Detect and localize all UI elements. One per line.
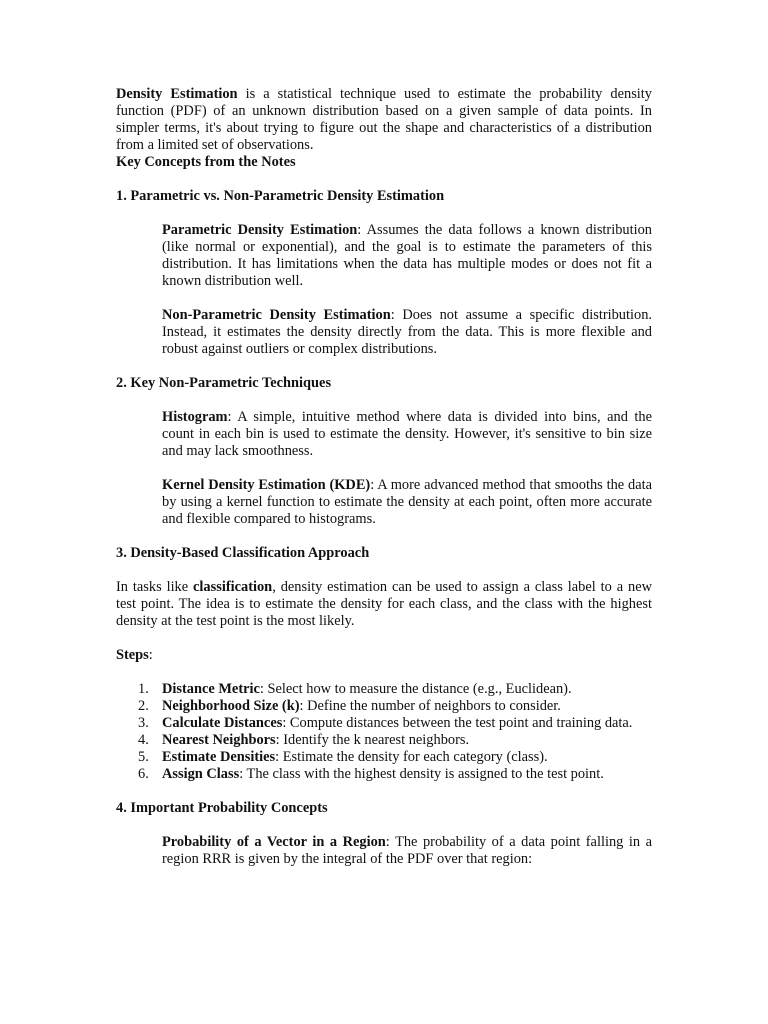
spacer — [116, 783, 652, 800]
intro-paragraph — [116, 86, 652, 154]
parametric-paragraph — [162, 222, 652, 290]
histogram-term: Histogram — [162, 409, 228, 425]
step-text: : The class with the highest density is assigned to the test point. — [239, 766, 604, 782]
document-body — [116, 86, 652, 868]
step-number: 6. — [138, 766, 149, 782]
kde-text: : A more advanced method that smooths the data by using a kernel function to estimate the density at each point, often more accurate and flexible compared to histograms. — [162, 477, 652, 527]
spacer — [116, 205, 652, 222]
list-item — [116, 766, 652, 783]
parametric-term: Parametric Density Estimation — [162, 222, 358, 238]
parametric-text: : Assumes the data follows a known distribution (like normal or exponential), and the goal is to estimate the parameters of this distribution. It has limitations when the data has multiple modes or does not fit a known distribution well. — [162, 222, 653, 289]
step-term: Neighborhood Size (k) — [162, 698, 300, 714]
spacer — [116, 664, 652, 681]
spacer — [116, 817, 652, 834]
step-term: Calculate Distances — [162, 715, 283, 731]
step-number: 4. — [138, 732, 149, 748]
kde-paragraph — [162, 477, 652, 528]
steps-label-text: Steps — [116, 647, 149, 663]
step-text: : Estimate the density for each category (class). — [275, 749, 548, 765]
non-parametric-text: : Does not assume a specific distribution. Instead, it estimates the density directly from the data. This is more flexible and robust against outliers or complex distributions. — [162, 307, 652, 357]
spacer — [116, 630, 652, 647]
step-text: : Define the number of neighbors to consider. — [299, 698, 561, 714]
step-text: : Compute distances between the test point and training data. — [282, 715, 633, 731]
step-number: 5. — [138, 749, 149, 765]
spacer — [116, 290, 652, 307]
non-parametric-paragraph — [162, 307, 652, 358]
steps-label — [116, 647, 652, 664]
spacer — [116, 562, 652, 579]
spacer — [116, 460, 652, 477]
step-term: Estimate Densities — [162, 749, 276, 765]
classification-text-after: , density estimation can be used to assign a class label to a new test point. The idea is to estimate the density for each class, and the class with the highest density at the test point is the most likely. — [116, 579, 652, 629]
section2-heading: 2. Key Non-Parametric Techniques — [116, 375, 332, 391]
list-item — [116, 749, 652, 766]
step-number: 1. — [138, 681, 149, 697]
section4-heading: 4. Important Probability Concepts — [116, 800, 328, 816]
histogram-text: : A simple, intuitive method where data is divided into bins, and the count in each bin is used to estimate the density. However, it's sensitive to bin size and may lack smoothness. — [162, 409, 652, 459]
spacer — [116, 528, 652, 545]
step-text: : Identify the k nearest neighbors. — [275, 732, 470, 748]
kde-term: Kernel Density Estimation (KDE) — [162, 477, 371, 493]
spacer — [116, 358, 652, 375]
intro-term: Density Estimation — [116, 86, 238, 102]
step-text: : Select how to measure the distance (e.g., Euclidean). — [259, 681, 572, 697]
list-item — [116, 698, 652, 715]
step-term: Assign Class — [162, 766, 240, 782]
list-item — [116, 732, 652, 749]
spacer — [116, 392, 652, 409]
list-item — [116, 715, 652, 732]
probability-text: : The probability of a data point falling in a region RRR is given by the integral of the PDF over that region: — [162, 834, 652, 867]
step-term: Distance Metric — [162, 681, 260, 697]
histogram-paragraph — [162, 409, 652, 460]
steps-label-colon: : — [148, 647, 153, 663]
classification-paragraph — [116, 579, 652, 630]
probability-paragraph — [162, 834, 652, 868]
steps-list — [116, 681, 652, 783]
list-item — [116, 681, 652, 698]
spacer — [116, 171, 652, 188]
section1-heading: 1. Parametric vs. Non-Parametric Density Estimation — [116, 188, 445, 204]
intro-text: is a statistical technique used to estimate the probability density function (PDF) of an unknown distribution based on a given sample of data points. In simpler terms, it's about trying to figure out the shape and characteristics of a distribution from a limited set of observations. — [116, 86, 652, 153]
key-concepts-heading: Key Concepts from the Notes — [116, 154, 296, 170]
non-parametric-term: Non-Parametric Density Estimation — [162, 307, 391, 323]
probability-term: Probability of a Vector in a Region — [162, 834, 386, 850]
step-number: 2. — [138, 698, 149, 714]
classification-text-before: In tasks like — [116, 579, 194, 595]
step-number: 3. — [138, 715, 149, 731]
classification-term: classification — [193, 579, 273, 595]
step-term: Nearest Neighbors — [162, 732, 276, 748]
section3-heading: 3. Density-Based Classification Approach — [116, 545, 370, 561]
